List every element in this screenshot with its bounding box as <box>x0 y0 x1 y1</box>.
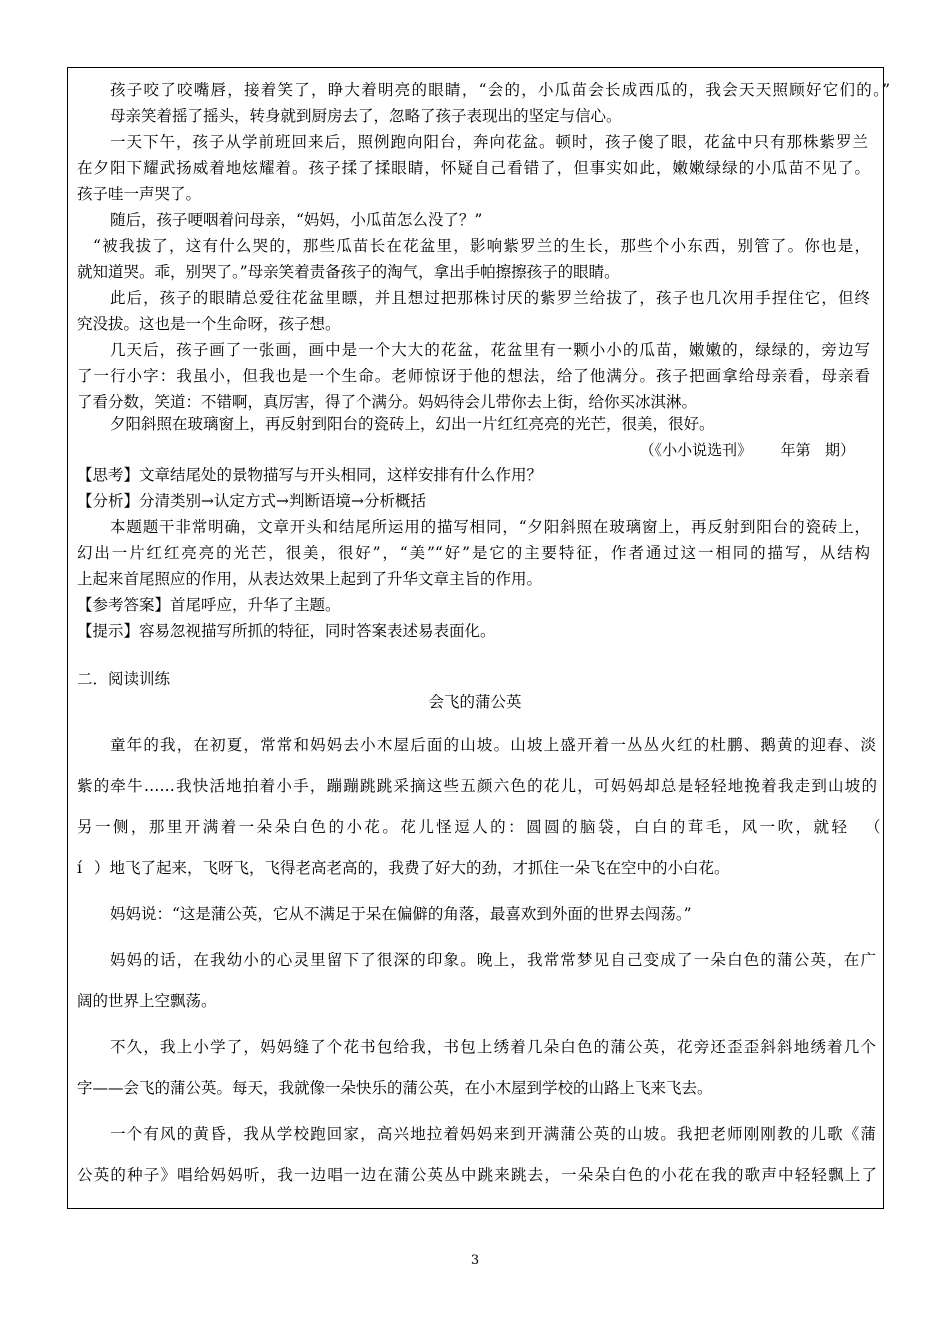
story-line-6: 随后，孩子哽咽着问母亲，“妈妈，小瓜苗怎么没了？” <box>110 211 483 229</box>
story-line-13: 了看分数，笑道：不错啊，真厉害，得了个满分。妈妈待会儿带你去上街，给你买冰淇淋。 <box>77 393 698 411</box>
reading-line-7: 阔的世界上空飘荡。 <box>77 992 217 1010</box>
story-line-3: 一天下午，孩子从学前班回来后，照例跑向阳台，奔向花盆。顿时，孩子傻了眼，花盆中只有那株紫罗兰 <box>110 133 868 151</box>
story-line-12: 了一行小字：我虽小，但我也是一个生命。老师惊讶于他的想法，给了他满分。孩子把画拿给母亲看，母亲看 <box>77 367 870 385</box>
section-heading: 二．阅读训练 <box>77 670 171 688</box>
think-label: 【思考】文章结尾处的景物描写与开头相同，这样安排有什么作用？ <box>77 466 543 484</box>
story-line-1: 孩子咬了咬嘴唇，接着笑了，睁大着明亮的眼睛，“会的，小瓜苗会长成西瓜的，我会天天照顾好它们的。” <box>110 81 890 99</box>
story-line-8: 就知道哭。乖，别哭了。”母亲笑着责备孩子的淘气，拿出手帕擦擦孩子的眼睛。 <box>77 263 620 281</box>
reading-line-1: 童年的我，在初夏，常常和妈妈去小木屋后面的山坡。山坡上盛开着一丛丛火红的杜鹏、鹅黄的迎春、淡 <box>110 736 876 754</box>
story-line-11: 几天后，孩子画了一张画，画中是一个大大的花盆，花盆里有一颗小小的瓜苗，嫩嫩的，绿绿的，旁边写 <box>110 341 870 359</box>
source-citation: （《小小说选刊》 年第 期） <box>639 441 855 459</box>
reading-line-5: 妈妈说：“这是蒲公英，它从不满足于呆在偏僻的角落，最喜欢到外面的世界去闯荡。” <box>110 905 692 923</box>
story-line-2: 母亲笑着摇了摇头，转身就到厨房去了，忽略了孩子表现出的坚定与信心。 <box>110 107 622 125</box>
story-line-4: 在夕阳下耀武扬威着地炫耀着。孩子揉了揉眼睛，怀疑自己看错了，但事实如此，嫩嫩绿绿的小瓜苗不见了。 <box>77 159 870 177</box>
reading-line-11: 公英的种子》唱给妈妈听，我一边唱一边在蒲公英丛中跳来跳去，一朵朵白色的小花在我的歌声中轻轻飘上了 <box>77 1166 877 1184</box>
analysis-label: 【分析】分清类别→认定方式→判断语境→分析概括 <box>77 492 426 510</box>
story-line-10: 究没拔。这也是一个生命呀，孩子想。 <box>77 315 341 333</box>
story-line-9: 此后，孩子的眼睛总爱往花盆里瞟，并且想过把那株讨厌的紫罗兰给拔了，孩子也几次用手捏住它，但终 <box>110 289 870 307</box>
reading-line-2: 紫的牵牛……我快活地拍着小手，蹦蹦跳跳采摘这些五颜六色的花儿，可妈妈却总是轻轻地挽着我走到山坡的 <box>77 777 877 795</box>
analysis-line-2: 幻出一片红红亮亮的光芒，很美，很好”，“美”“好”是它的主要特征，作者通过这一相同的描写，从结构 <box>77 544 870 562</box>
reading-line-9: 字——会飞的蒲公英。每天，我就像一朵快乐的蒲公英，在小木屋到学校的山路上飞来飞去。 <box>77 1079 713 1097</box>
reading-line-8: 不久，我上小学了，妈妈缝了个花书包给我，书包上绣着几朵白色的蒲公英，花旁还歪歪斜斜地绣着几个 <box>110 1038 876 1056</box>
hint-label: 【提示】容易忽视描写所抓的特征，同时答案表述易表面化。 <box>77 622 496 640</box>
reading-line-10: 一个有风的黄昏，我从学校跑回家，高兴地拉着妈妈来到开满蒲公英的山坡。我把老师刚刚教的儿歌《蒲 <box>110 1125 876 1143</box>
article-title: 会飞的蒲公英 <box>428 693 522 711</box>
reference-answer: 【参考答案】首尾呼应，升华了主题。 <box>77 596 341 614</box>
reading-pinyin-blank: í <box>77 859 82 877</box>
reading-line-4: ）地飞了起来，飞呀飞，飞得老高老高的，我费了好大的劲，才抓住一朵飞在空中的小白花。 <box>94 859 730 877</box>
story-line-14: 夕阳斜照在玻璃窗上，再反射到阳台的瓷砖上，幻出一片红红亮亮的光芒，很美，很好。 <box>110 415 715 433</box>
story-line-5: 孩子哇一声哭了。 <box>77 185 202 203</box>
reading-paren-open: （ <box>865 818 881 836</box>
reading-line-3: 另一侧，那里开满着一朵朵白色的小花。花儿怪逗人的：圆圆的脑袋，白白的茸毛，风一吹，就轻 <box>77 818 847 836</box>
page-number: 3 <box>470 1253 480 1268</box>
story-line-7: “被我拔了，这有什么哭的，那些瓜苗长在花盆里，影响紫罗兰的生长，那些个小东西，别管了。你也是， <box>93 237 870 255</box>
reading-line-6: 妈妈的话，在我幼小的心灵里留下了很深的印象。晚上，我常常梦见自己变成了一朵白色的蒲公英，在广 <box>110 951 876 969</box>
analysis-line-3: 上起来首尾照应的作用，从表达效果上起到了升华文章主旨的作用。 <box>77 570 543 588</box>
analysis-line-1: 本题题干非常明确，文章开头和结尾所运用的描写相同，“夕阳斜照在玻璃窗上，再反射到阳台的瓷砖上， <box>110 518 870 536</box>
